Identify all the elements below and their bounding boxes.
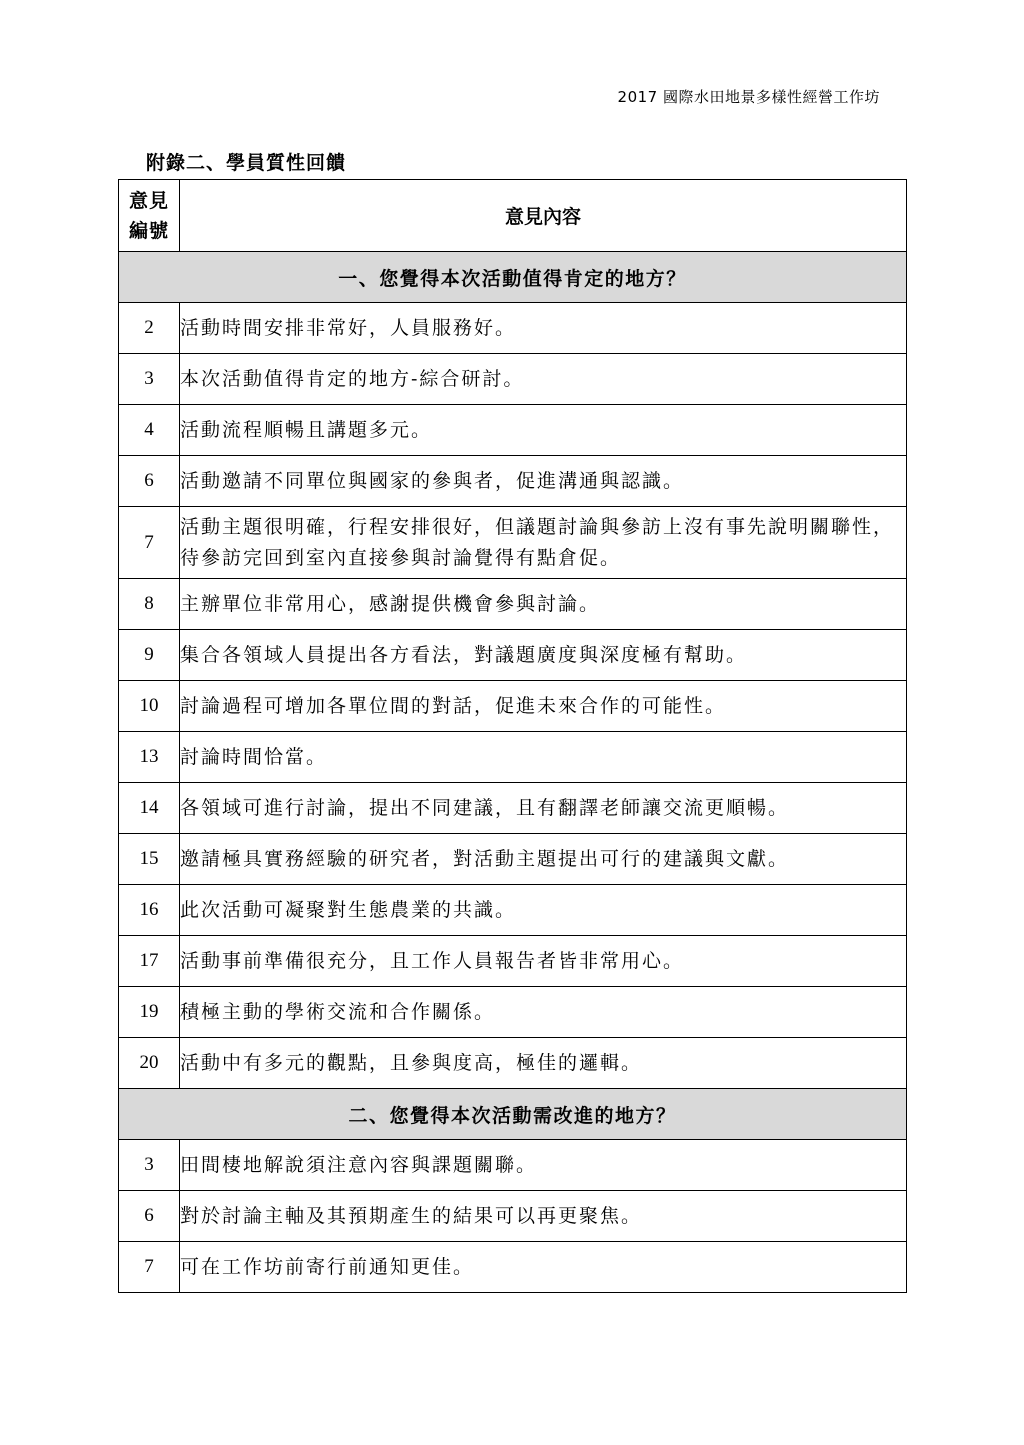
opinion-text: 田間棲地解說須注意內容與課題關聯。 <box>180 1140 907 1191</box>
page-header: 2017 國際水田地景多樣性經營工作坊 <box>617 88 880 106</box>
opinion-text: 主辦單位非常用心，感謝提供機會參與討論。 <box>180 579 907 630</box>
section-title: 附錄二、學員質性回饋 <box>146 152 347 174</box>
opinion-number: 2 <box>119 303 180 354</box>
opinion-text: 集合各領域人員提出各方看法，對議題廣度與深度極有幫助。 <box>180 630 907 681</box>
opinion-text: 活動邀請不同單位與國家的參與者，促進溝通與認識。 <box>180 456 907 507</box>
opinion-number: 10 <box>119 681 180 732</box>
table-row <box>119 1242 907 1293</box>
table-row <box>119 507 907 579</box>
table-row <box>119 630 907 681</box>
opinion-text: 可在工作坊前寄行前通知更佳。 <box>180 1242 907 1293</box>
group-title: 二、您覺得本次活動需改進的地方？ <box>119 1089 907 1140</box>
opinion-text: 本次活動值得肯定的地方-綜合研討。 <box>180 354 907 405</box>
opinion-text: 討論時間恰當。 <box>180 732 907 783</box>
opinion-number: 3 <box>119 354 180 405</box>
opinion-number: 9 <box>119 630 180 681</box>
opinion-text: 活動時間安排非常好，人員服務好。 <box>180 303 907 354</box>
opinion-number: 8 <box>119 579 180 630</box>
opinion-number: 4 <box>119 405 180 456</box>
table-row <box>119 303 907 354</box>
opinion-number: 15 <box>119 834 180 885</box>
opinion-text: 各領域可進行討論，提出不同建議，且有翻譯老師讓交流更順暢。 <box>180 783 907 834</box>
header-opinion-number <box>119 180 180 252</box>
opinion-text: 活動中有多元的觀點，且參與度高，極佳的邏輯。 <box>180 1038 907 1089</box>
opinion-number: 7 <box>119 1242 180 1293</box>
group-title: 一、您覺得本次活動值得肯定的地方？ <box>119 252 907 303</box>
table-row <box>119 1140 907 1191</box>
opinion-number: 16 <box>119 885 180 936</box>
table-row <box>119 783 907 834</box>
opinion-number: 6 <box>119 1191 180 1242</box>
opinion-number: 3 <box>119 1140 180 1191</box>
header-number-line2: 編號 <box>128 219 169 242</box>
table-row <box>119 834 907 885</box>
table-row <box>119 732 907 783</box>
opinion-number: 13 <box>119 732 180 783</box>
table-row <box>119 936 907 987</box>
group-header-row <box>119 1089 907 1140</box>
opinion-text: 此次活動可凝聚對生態農業的共識。 <box>180 885 907 936</box>
opinion-number: 6 <box>119 456 180 507</box>
table-row <box>119 405 907 456</box>
table-row <box>119 1191 907 1242</box>
feedback-table <box>118 179 907 1293</box>
opinion-number: 20 <box>119 1038 180 1089</box>
header-number-line1: 意見 <box>128 189 169 212</box>
opinion-text: 邀請極具實務經驗的研究者，對活動主題提出可行的建議與文獻。 <box>180 834 907 885</box>
opinion-text: 活動流程順暢且講題多元。 <box>180 405 907 456</box>
opinion-text: 積極主動的學術交流和合作關係。 <box>180 987 907 1038</box>
table-row <box>119 456 907 507</box>
opinion-text: 活動主題很明確，行程安排很好，但議題討論與參訪上沒有事先說明關聯性，待參訪完回到室內直接參與討論覺得有點倉促。 <box>180 507 907 579</box>
table-row <box>119 987 907 1038</box>
table-row <box>119 1038 907 1089</box>
table-row <box>119 681 907 732</box>
opinion-number: 19 <box>119 987 180 1038</box>
table-header-row <box>119 180 907 252</box>
opinion-text: 討論過程可增加各單位間的對話，促進未來合作的可能性。 <box>180 681 907 732</box>
group-header-row <box>119 252 907 303</box>
opinion-number: 17 <box>119 936 180 987</box>
opinion-number: 7 <box>119 507 180 579</box>
header-opinion-content: 意見內容 <box>180 180 907 252</box>
table-row <box>119 354 907 405</box>
opinion-number: 14 <box>119 783 180 834</box>
opinion-text: 對於討論主軸及其預期產生的結果可以再更聚焦。 <box>180 1191 907 1242</box>
table-row <box>119 579 907 630</box>
table-body <box>119 252 907 1293</box>
table-row <box>119 885 907 936</box>
opinion-text: 活動事前準備很充分，且工作人員報告者皆非常用心。 <box>180 936 907 987</box>
